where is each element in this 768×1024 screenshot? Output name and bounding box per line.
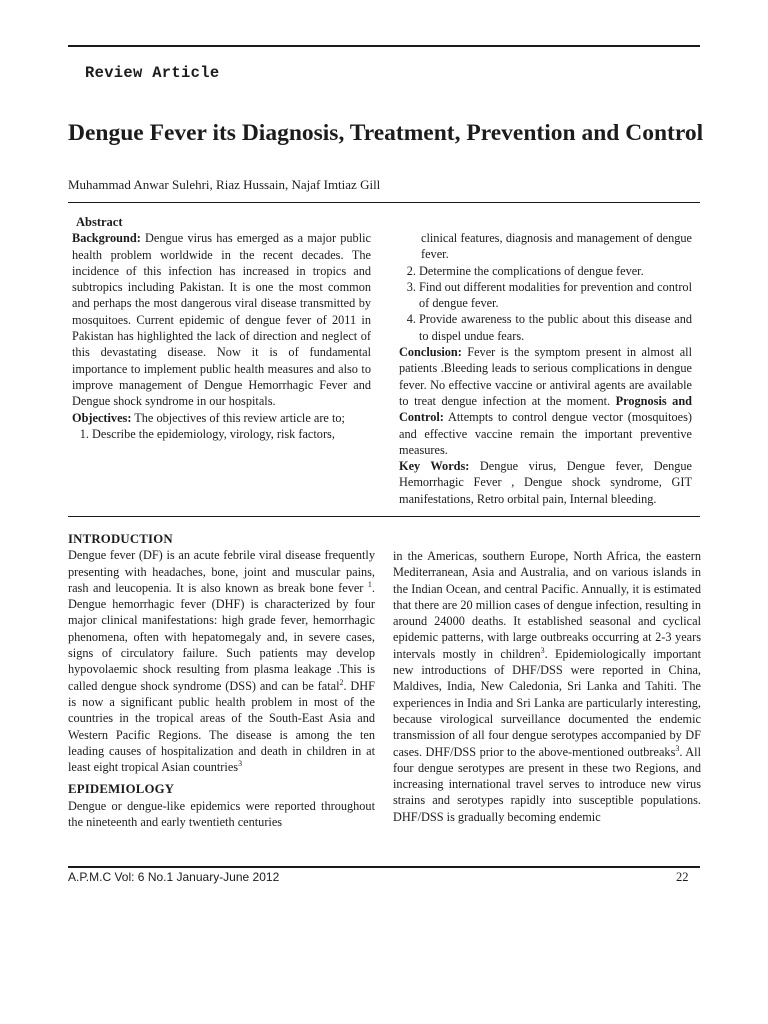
abstract-top-rule — [68, 202, 700, 203]
top-rule — [68, 45, 700, 47]
page-number: 22 — [676, 870, 689, 884]
objectives-list-part2 — [399, 263, 692, 344]
keywords-label: Key Words: — [399, 459, 470, 474]
abstract-left-column — [72, 214, 371, 442]
body-right-column — [393, 548, 701, 825]
journal-citation: A.P.M.C Vol: 6 No.1 January-June 2012 — [68, 870, 280, 884]
abstract-bottom-rule — [68, 516, 700, 517]
prognosis-label: Prognosis and Control: — [399, 393, 693, 425]
abstract-background — [72, 230, 371, 409]
objectives-list-part1 — [72, 426, 371, 442]
citation-1: 1 — [367, 579, 372, 589]
epi-text-c: . All four dengue serotypes are present in these two Regions, and increasing international travel serves to introduce new virus strains and serotypes rapidly into susceptible populations. DHF/DSS is gradually becoming endemic — [393, 744, 702, 824]
objective-item-1-continued: clinical features, diagnosis and management of dengue fever. — [421, 231, 692, 262]
intro-text-b: . Dengue hemorrhagic fever (DHF) is characterized by four major clinical manifestations: high grade fever, hemorrhagic phenomena, often with hepatomegaly and, in severe cases, signs of circulatory failure. Such patients may develop hypovolaemic shock resulting from plasma leakage .This is called dengue shock syndrome (DSS) and can be fatal — [68, 580, 375, 693]
objective-item-4: 4. Provide awareness to the public about this disease and to dispel undue fears. — [419, 311, 692, 344]
abstract-keywords — [399, 458, 692, 507]
article-title: Dengue Fever its Diagnosis, Treatment, Prevention and Control — [68, 120, 704, 146]
citation-2: 2 — [339, 677, 344, 687]
abstract-conclusion — [399, 344, 692, 458]
background-text: Dengue virus has emerged as a major public health problem worldwide in the recent decades. The incidence of this infection has increased in tropics and subtropics including Pakistan. It is one the most common and perhaps the most dangerous viral disease transmitted by mosquitoes. Current epidemic of dengue fever of 2011 in Pakistan has highlighted the lack of direction and neglect of this devastating disease. Now it is of fundamental importance to implement public health measures and also to improve management of Dengue Hemorrhagic Fever and Dengue shock syndrome in our hospitals. — [72, 231, 371, 409]
epi-text-a: in the Americas, southern Europe, North Africa, the eastern Mediterranean, Asia and Australia, and on various islands in the Indian Ocean, and central Pacific. Annually, it is estimated that there are 20 million cases of dengue infection, resulting in around 24000 deaths. It established seasonal and cyclical epidemic patterns, with large outbreaks occurring at 2-3 years intervals mostly in children — [393, 549, 701, 661]
abstract-right-column — [399, 230, 692, 507]
citation-3: 3 — [238, 759, 243, 769]
intro-text-c: . DHF is now a significant public health problem in most of the countries in the tropical areas of the South-East Asia and Western Pacific Regions. The disease is among the ten leading causes of hospitalization and death in children in at least eight tropical Asian countries — [68, 678, 375, 775]
objectives-label: Objectives: — [72, 410, 132, 425]
conclusion-label: Conclusion: — [399, 345, 462, 360]
objective-item-1: 1. Describe the epidemiology, virology, risk factors, — [92, 426, 371, 442]
article-type-label: Review Article — [85, 64, 220, 82]
objective-item-2: 2. Determine the complications of dengue fever. — [419, 263, 692, 279]
intro-text-a: Dengue fever (DF) is an acute febrile viral disease frequently presenting with headaches, bone, joint and muscular pains, rash and leucopenia. It is also known as break bone fever — [68, 548, 375, 595]
author-list: Muhammad Anwar Sulehri, Riaz Hussain, Najaf Imtiaz Gill — [68, 177, 381, 192]
introduction-heading: INTRODUCTION — [68, 532, 173, 546]
epidemiology-paragraph-start: Dengue or dengue-like epidemics were reported throughout the nineteenth and early twentieth centuries — [68, 798, 375, 830]
background-label: Background: — [72, 231, 141, 246]
conclusion-text: Fever is the symptom present in almost all patients .Bleeding leads to serious complications in dengue fever. No effective vaccine or antiviral agents are available to treat dengue infection at the moment. — [399, 345, 692, 408]
footer-rule — [68, 866, 700, 868]
prognosis-text: Attempts to control dengue vector (mosquitoes) and effective vaccine remain the important preventive measures. — [399, 410, 692, 457]
citation-3-epi-b: 3 — [675, 743, 680, 753]
introduction-paragraph — [68, 547, 375, 775]
epidemiology-paragraph-continued — [393, 548, 701, 825]
objectives-text: The objectives of this review article are to; — [131, 410, 345, 425]
citation-3-epi: 3 — [540, 645, 545, 655]
abstract-heading: Abstract — [76, 215, 123, 229]
abstract-objectives — [72, 410, 371, 426]
epi-text-b: . Epidemiologically important new introductions of DHF/DSS were reported in China, Maldives, India, New Caledonia, Sri Lanka and Tahiti. The experiences in India and Sri Lanka are particularly interesting, because virological surveillance documented the endemic transmission of all four dengue serotypes accompanied by DF cases. DHF/DSS prior to the above-mentioned outbreaks — [393, 646, 702, 759]
epidemiology-heading: EPIDEMIOLOGY — [68, 782, 175, 797]
body-left-column — [68, 531, 375, 830]
keywords-text: Dengue virus, Dengue fever, Dengue Hemorrhagic Fever , Dengue shock syndrome, GIT manifestations, Retro orbital pain, Internal bleeding. — [399, 459, 692, 506]
objective-item-3: 3. Find out different modalities for prevention and control of dengue fever. — [419, 279, 692, 312]
